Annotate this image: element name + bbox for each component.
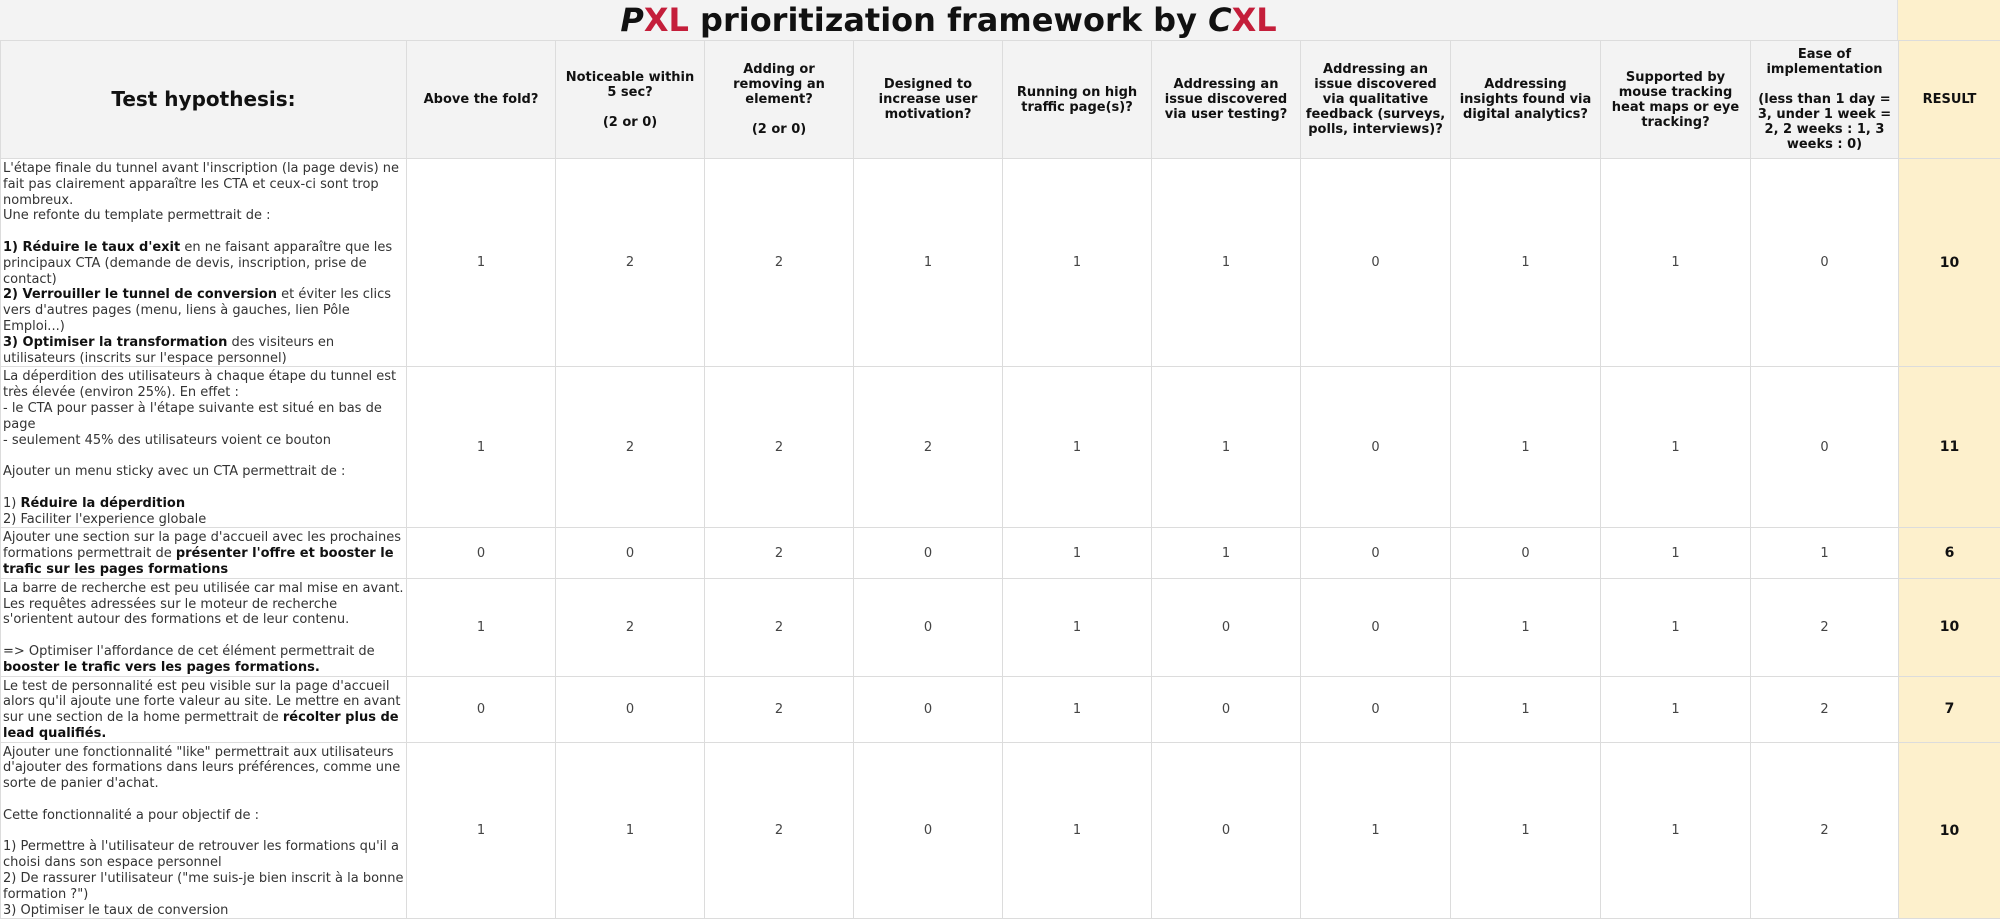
score-cell-noticeable: 1 [556,742,705,919]
score-cell-high-traffic: 1 [1003,742,1152,919]
hypothesis-text: des visiteurs en utilisateurs (inscrits sur l'espace personnel) [3,335,334,366]
score-cell-user-testing: 0 [1152,742,1301,919]
score-cell-motivation: 0 [854,676,1003,742]
hypothesis-emphasis: récolter plus de lead qualifiés. [3,710,399,741]
score-cell-heatmaps: 1 [1601,676,1751,742]
hypothesis-text: L'étape finale du tunnel avant l'inscription (la page devis) ne fait pas clairement apparaître les CTA et ceux-ci sont trop nombreux. Une refonte du template permettrait de : [3,161,399,223]
hypothesis-cell [1,528,407,578]
score-cell-motivation: 0 [854,742,1003,919]
column-header-analytics: Addressing insights found via digital analytics? [1451,41,1601,159]
score-cell-high-traffic: 1 [1003,528,1152,578]
column-header-heatmaps: Supported by mouse tracking heat maps or eye tracking? [1601,41,1751,159]
result-cell: 6 [1899,528,2000,578]
column-header-result: RESULT [1899,41,2000,159]
score-cell-ease: 1 [1751,528,1899,578]
score-cell-analytics: 1 [1451,367,1601,528]
column-header-adding-removing: Adding or removing an element? (2 or 0) [705,41,854,159]
column-header-user-testing: Addressing an issue discovered via user testing? [1152,41,1301,159]
hypothesis-cell [1,159,407,367]
score-cell-qualitative: 1 [1301,742,1451,919]
score-cell-high-traffic: 1 [1003,367,1152,528]
score-cell-motivation: 0 [854,528,1003,578]
result-cell: 10 [1899,742,2000,919]
score-cell-heatmaps: 1 [1601,159,1751,367]
hypothesis-cell [1,742,407,919]
score-cell-above-fold: 1 [407,578,556,676]
score-cell-user-testing: 1 [1152,367,1301,528]
hypothesis-text: en ne faisant apparaître que les principaux CTA (demande de devis, inscription, prise de contact) [3,240,392,287]
header-row [1,41,2000,159]
title-part: P [620,1,643,39]
score-cell-qualitative: 0 [1301,159,1451,367]
table-row [1,367,2000,528]
hypothesis-text: La déperdition des utilisateurs à chaque étape du tunnel est très élevée (environ 25%). En effet : - le CTA pour passer à l'étape suivante est situé en bas de page - seulement 45% des utilisateurs voient ce bouton Ajouter un menu sticky avec un CTA permettrait de : 1) [3,369,396,510]
score-cell-adding-removing: 2 [705,159,854,367]
title-part: prioritization framework by [689,1,1208,39]
score-cell-above-fold: 1 [407,367,556,528]
score-cell-analytics: 1 [1451,742,1601,919]
title-part: XL [1232,1,1277,39]
table-row [1,676,2000,742]
score-cell-motivation: 0 [854,578,1003,676]
score-cell-analytics: 1 [1451,159,1601,367]
table-row [1,578,2000,676]
score-cell-heatmaps: 1 [1601,528,1751,578]
score-cell-adding-removing: 2 [705,578,854,676]
score-cell-user-testing: 0 [1152,676,1301,742]
score-cell-motivation: 2 [854,367,1003,528]
hypothesis-text: Ajouter une section sur la page d'accueil avec les prochaines formations permettrait de [3,530,401,561]
column-header-high-traffic: Running on high traffic page(s)? [1003,41,1152,159]
hypothesis-emphasis: Réduire la déperdition [20,496,185,511]
hypothesis-emphasis: 1) Réduire le taux d'exit [3,240,180,255]
column-header-ease: Ease of implementation (less than 1 day = 3, under 1 week = 2, 2 weeks : 1, 3 weeks : 0) [1751,41,1899,159]
column-header-motivation: Designed to increase user motivation? [854,41,1003,159]
result-cell: 11 [1899,367,2000,528]
title-bar [0,0,2000,40]
result-cell: 10 [1899,578,2000,676]
score-cell-adding-removing: 2 [705,742,854,919]
title-part: XL [644,1,689,39]
hypothesis-emphasis: 2) Verrouiller le tunnel de conversion [3,287,277,302]
table-body [1,159,2000,919]
title-part: C [1208,1,1231,39]
score-cell-motivation: 1 [854,159,1003,367]
hypothesis-emphasis: présenter l'offre et booster le trafic sur les pages formations [3,546,394,577]
column-header-hypothesis: Test hypothesis: [1,41,407,159]
hypothesis-cell [1,578,407,676]
score-cell-user-testing: 1 [1152,159,1301,367]
score-cell-qualitative: 0 [1301,528,1451,578]
score-cell-noticeable: 2 [556,578,705,676]
score-cell-above-fold: 1 [407,159,556,367]
score-cell-above-fold: 1 [407,742,556,919]
hypothesis-text: La barre de recherche est peu utilisée car mal mise en avant. Les requêtes adressées sur le moteur de recherche s'orientent autour des formations et de leur contenu. => Optimiser l'affordance de cet élément permettrait de [3,581,404,659]
hypothesis-text: Ajouter une fonctionnalité "like" permettrait aux utilisateurs d'ajouter des formations dans leurs préférences, comme une sorte de panier d'achat. Cette fonctionnalité a pour objectif de : 1) Permettre à l'utilisateur de retrouver les formations qu'il a choisi dans son espace personnel 2) De rassurer l'utilisateur ("me suis-je bien inscrit à la bonne formation ?") 3) Optimiser le taux de conversion [3,745,404,918]
score-cell-analytics: 1 [1451,676,1601,742]
score-cell-heatmaps: 1 [1601,742,1751,919]
score-cell-ease: 2 [1751,676,1899,742]
score-cell-noticeable: 2 [556,367,705,528]
hypothesis-cell [1,676,407,742]
score-cell-high-traffic: 1 [1003,159,1152,367]
hypothesis-text: 2) Faciliter l'experience globale [3,512,206,527]
score-cell-ease: 2 [1751,742,1899,919]
score-cell-analytics: 1 [1451,578,1601,676]
table-row [1,528,2000,578]
score-cell-heatmaps: 1 [1601,367,1751,528]
title-result-pad [1898,0,2000,40]
hypothesis-emphasis: 3) Optimiser la transformation [3,335,227,350]
score-cell-adding-removing: 2 [705,367,854,528]
result-cell: 7 [1899,676,2000,742]
score-cell-noticeable: 0 [556,676,705,742]
column-header-above-fold: Above the fold? [407,41,556,159]
column-header-noticeable: Noticeable within 5 sec? (2 or 0) [556,41,705,159]
hypothesis-text: Le test de personnalité est peu visible sur la page d'accueil alors qu'il ajoute une forte valeur au site. Le mettre en avant sur une section de la home permettrait de [3,679,401,726]
score-cell-qualitative: 0 [1301,676,1451,742]
hypothesis-text: et éviter les clics vers d'autres pages (menu, liens à gauches, lien Pôle Emploi...) [3,287,391,334]
score-cell-user-testing: 0 [1152,578,1301,676]
score-cell-user-testing: 1 [1152,528,1301,578]
score-cell-ease: 0 [1751,159,1899,367]
table-row [1,742,2000,919]
column-header-qualitative: Addressing an issue discovered via qualitative feedback (surveys, polls, interviews)? [1301,41,1451,159]
score-cell-high-traffic: 1 [1003,676,1152,742]
hypothesis-cell [1,367,407,528]
score-cell-high-traffic: 1 [1003,578,1152,676]
score-cell-analytics: 0 [1451,528,1601,578]
page-title [0,0,1898,40]
pxl-table [0,40,2000,919]
score-cell-adding-removing: 2 [705,676,854,742]
score-cell-above-fold: 0 [407,676,556,742]
score-cell-noticeable: 2 [556,159,705,367]
score-cell-ease: 0 [1751,367,1899,528]
result-cell: 10 [1899,159,2000,367]
score-cell-above-fold: 0 [407,528,556,578]
score-cell-qualitative: 0 [1301,578,1451,676]
score-cell-adding-removing: 2 [705,528,854,578]
score-cell-ease: 2 [1751,578,1899,676]
score-cell-noticeable: 0 [556,528,705,578]
score-cell-heatmaps: 1 [1601,578,1751,676]
score-cell-qualitative: 0 [1301,367,1451,528]
hypothesis-emphasis: booster le trafic vers les pages formations. [3,660,320,675]
table-row [1,159,2000,367]
